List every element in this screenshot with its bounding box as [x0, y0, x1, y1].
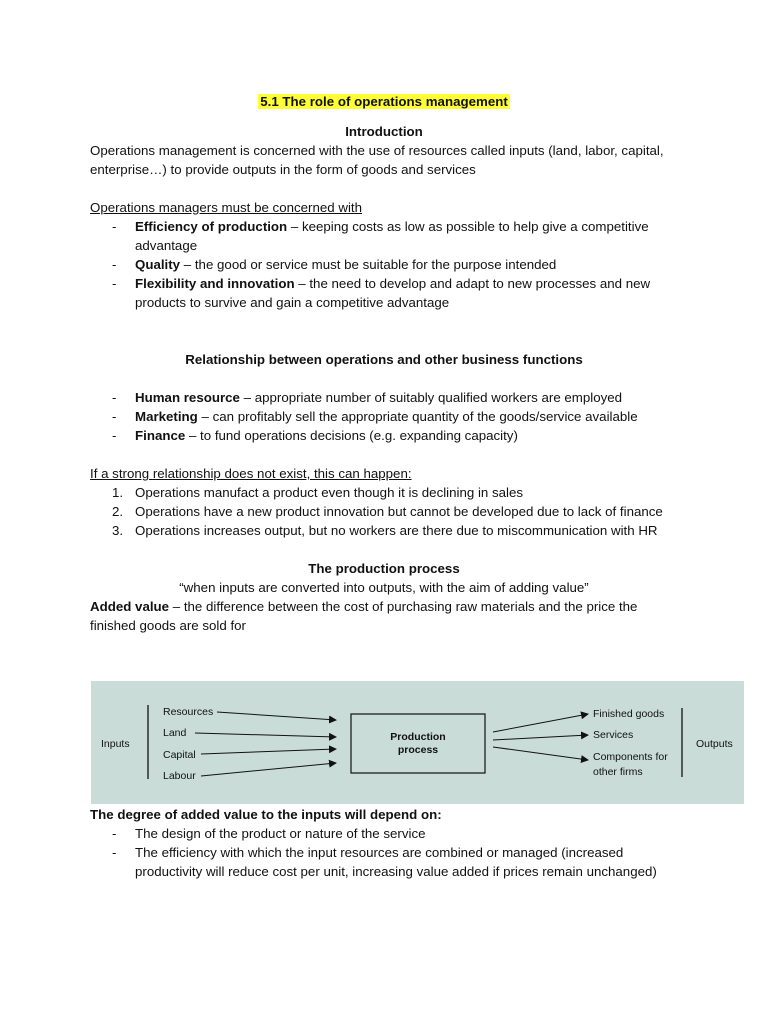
intro-text: Operations management is concerned with the use of resources called inputs (land, labor, capital, enterprise…) to provide outputs in the form of goods and services [90, 143, 664, 177]
list-item: - The efficiency with which the input resources are combined or managed (increased productivity will reduce cost per unit, increasing value added if prices remain unchanged) [90, 843, 678, 881]
list-item: 3. Operations increases output, but no workers are there due to miscommunication with HR [112, 523, 658, 538]
list-item: - Marketing – can profitably sell the appropriate quantity of the goods/service available [90, 407, 678, 426]
input-labour: Labour [163, 770, 196, 782]
output-components-line2: other firms [593, 766, 643, 778]
arrow-finished-goods [493, 714, 588, 732]
list-item: - Flexibility and innovation – the need to develop and adapt to new processes and new products to survive and gain a competitive advantage [90, 274, 678, 312]
arrow-resources [217, 712, 336, 720]
added-value-definition: Added value – the difference between the cost of purchasing raw materials and the price the finished goods are sold for [90, 599, 638, 633]
inputs-label: Inputs [101, 738, 130, 750]
factors-heading: The degree of added value to the inputs will depend on: [90, 807, 442, 822]
process-label-line2: process [397, 744, 439, 756]
output-finished-goods: Finished goods [593, 708, 665, 720]
list-item: 2. Operations have a new product innovation but cannot be developed due to lack of finance [112, 504, 663, 519]
added-value-factors [90, 805, 678, 881]
arrow-capital [201, 749, 336, 754]
list-item: - Human resource – appropriate number of suitably qualified workers are employed [90, 388, 678, 407]
list-item: - Finance – to fund operations decisions (e.g. expanding capacity) [90, 426, 678, 445]
production-process-diagram [91, 681, 744, 804]
arrow-labour [201, 763, 336, 776]
list-item: 1. Operations manufact a product even though it is declining in sales [112, 485, 524, 500]
production-quote: “when inputs are converted into outputs, with the aim of adding value” [179, 580, 589, 595]
document-body [90, 92, 678, 635]
document-title: 5.1 The role of operations management [260, 94, 508, 109]
intro-heading: Introduction [345, 124, 423, 139]
output-services: Services [593, 729, 634, 741]
outputs-label: Outputs [696, 738, 733, 750]
arrow-services [493, 735, 588, 740]
relationship-list [90, 388, 678, 445]
input-resources: Resources [163, 706, 214, 718]
weak-relationship-list [90, 483, 678, 540]
list-item: - Efficiency of production – keeping costs as low as possible to help give a competitive advantage [90, 217, 678, 255]
output-components-line1: Components for [593, 751, 668, 763]
weak-relationship-heading: If a strong relationship does not exist, this can happen: [90, 466, 412, 481]
input-land: Land [163, 727, 187, 739]
concerns-heading: Operations managers must be concerned with [90, 200, 362, 215]
arrow-components [493, 747, 588, 760]
process-label-line1: Production [390, 731, 446, 743]
factors-list [90, 824, 678, 881]
list-item: - Quality – the good or service must be suitable for the purpose intended [90, 255, 678, 274]
list-item: - The design of the product or nature of the service [90, 824, 678, 843]
production-heading: The production process [308, 561, 460, 576]
input-capital: Capital [163, 749, 196, 761]
relationship-heading: Relationship between operations and other business functions [185, 352, 583, 367]
arrow-land [195, 733, 336, 737]
concerns-list [90, 217, 678, 312]
